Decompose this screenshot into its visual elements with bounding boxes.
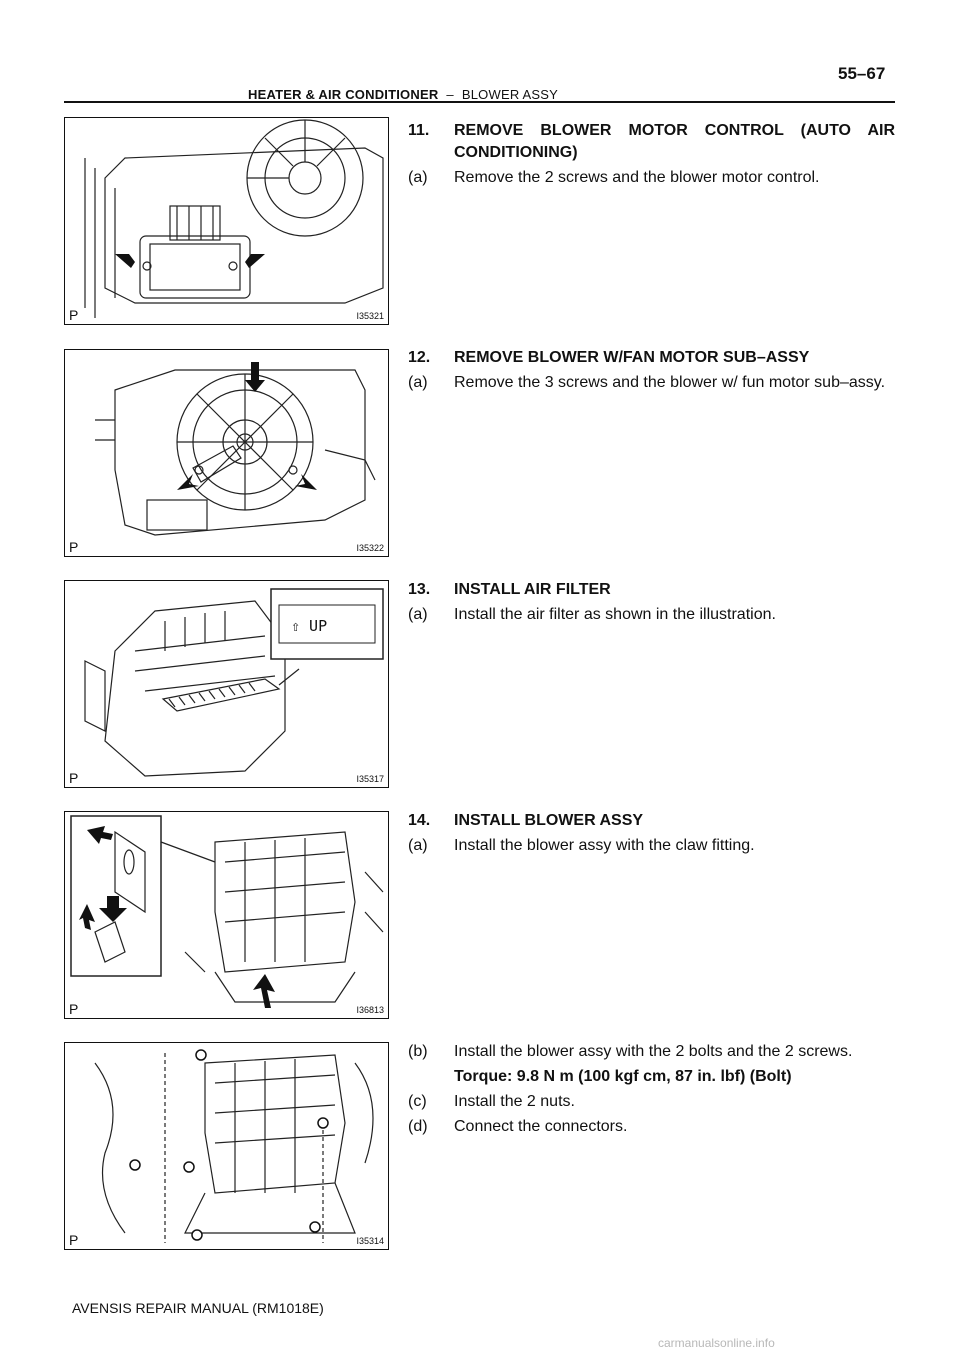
figure-p-mark: P	[69, 307, 79, 323]
illustration-blower-fan-motor	[65, 350, 389, 557]
sub-item-text: Install the blower assy with the claw fitting.	[454, 837, 755, 854]
step-13	[408, 579, 895, 626]
sub-item	[408, 1041, 895, 1088]
header-rule	[64, 101, 895, 103]
sub-item-label: (a)	[408, 374, 428, 391]
sub-item	[408, 167, 895, 189]
step-number: 11.	[408, 122, 430, 139]
sub-item-text: Install the air filter as shown in the illustration.	[454, 606, 776, 623]
step-title	[408, 579, 895, 601]
figure-blower-assy-bolts	[64, 1042, 389, 1250]
step-14	[408, 810, 895, 857]
step-number: 14.	[408, 812, 431, 829]
step-number: 13.	[408, 581, 431, 598]
sub-item	[408, 372, 895, 394]
figure-code: I35321	[356, 311, 384, 321]
illustration-air-filter	[65, 581, 389, 788]
sub-item	[408, 1091, 895, 1113]
figure-code: I35314	[356, 1236, 384, 1246]
header-separator: –	[446, 87, 454, 102]
step-title-text: INSTALL AIR FILTER	[454, 581, 611, 598]
manual-footer: AVENSIS REPAIR MANUAL (RM1018E)	[72, 1300, 324, 1316]
sub-item	[408, 1116, 895, 1138]
figure-code: I36813	[356, 1005, 384, 1015]
page-number: 55–67	[838, 64, 886, 83]
subsection-title: BLOWER ASSY	[461, 87, 558, 102]
step-title-text: INSTALL BLOWER ASSY	[454, 812, 644, 829]
sub-item-label: (a)	[408, 169, 428, 186]
figure-p-mark: P	[69, 770, 79, 786]
step-title	[408, 810, 895, 832]
sub-item-label: (a)	[408, 606, 428, 623]
figure-blower-fan-motor	[64, 349, 389, 557]
sub-item-label: (a)	[408, 837, 428, 854]
step-title	[408, 347, 895, 369]
figure-blower-motor-control	[64, 117, 389, 325]
sub-item-text: Connect the connectors.	[454, 1118, 628, 1135]
sub-item-label: (c)	[408, 1093, 427, 1110]
sub-item-label: (d)	[408, 1118, 428, 1135]
watermark: carmanualsonline.info	[658, 1336, 775, 1350]
figure-code: I35322	[356, 543, 384, 553]
sub-item	[408, 835, 895, 857]
step-number: 12.	[408, 349, 431, 366]
illustration-blower-assy-bolts	[65, 1043, 389, 1250]
sub-item-text: Remove the 2 screws and the blower motor control.	[454, 169, 820, 186]
callout-up-label: ⇧ UP	[291, 617, 328, 635]
step-11	[408, 120, 895, 189]
sub-item-label: (b)	[408, 1043, 428, 1060]
step-title	[408, 120, 895, 164]
running-header	[248, 87, 558, 102]
step-title-text: REMOVE BLOWER MOTOR CONTROL (AUTO AIR CONDITIONING)	[454, 122, 895, 161]
sub-item-text: Remove the 3 screws and the blower w/ fun motor sub–assy.	[454, 374, 886, 391]
figure-blower-assy-claw	[64, 811, 389, 1019]
illustration-blower-motor-control	[65, 118, 389, 325]
figure-p-mark: P	[69, 1001, 79, 1017]
sub-item	[408, 604, 895, 626]
illustration-blower-assy-claw	[65, 812, 389, 1019]
figure-p-mark: P	[69, 539, 79, 555]
step-title-text: REMOVE BLOWER W/FAN MOTOR SUB–ASSY	[454, 349, 810, 366]
figure-air-filter	[64, 580, 389, 788]
figure-code: I35317	[356, 774, 384, 784]
sub-item-text: Install the 2 nuts.	[454, 1093, 575, 1110]
step-12	[408, 347, 895, 394]
section-title: HEATER & AIR CONDITIONER	[248, 87, 439, 102]
step-14-continued	[408, 1041, 895, 1138]
torque-spec: Torque: 9.8 N m (100 kgf cm, 87 in. lbf) (Bolt)	[454, 1068, 792, 1085]
sub-item-text: Install the blower assy with the 2 bolts and the 2 screws.	[454, 1043, 853, 1060]
figure-p-mark: P	[69, 1232, 79, 1248]
